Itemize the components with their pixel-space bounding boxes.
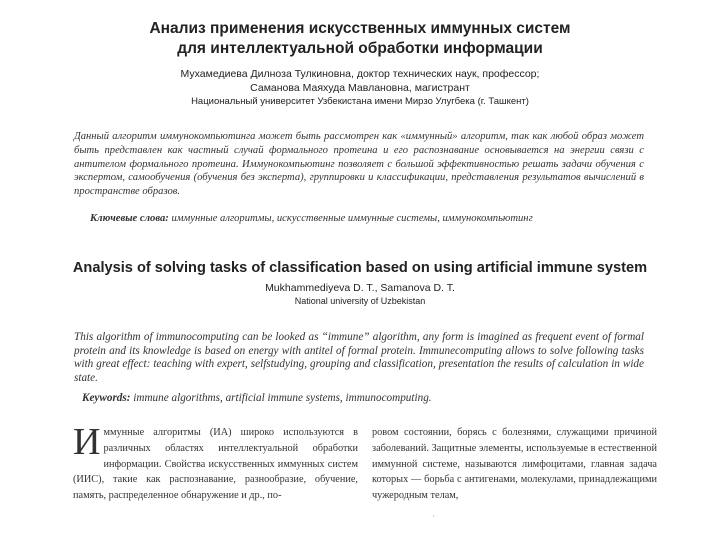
russian-title-line2: для интеллектуальной обработки информации [177, 40, 543, 57]
russian-keywords-label: Ключевые слова: [90, 213, 169, 224]
english-keywords [82, 391, 642, 405]
russian-authors [120, 67, 600, 109]
russian-organization: Национальный университет Узбекистана имени Мирзо Улугбека (г. Ташкент) [191, 96, 529, 107]
drop-cap: И [73, 421, 101, 463]
russian-keywords-text: иммунные алгоритмы, искусственные иммунные системы, иммунокомпьютинг [168, 213, 533, 224]
russian-author2: Саманова Маяхуда Мавлановна, магистрант [250, 82, 470, 94]
body-right-column [372, 425, 657, 504]
english-keywords-label: Keywords: [82, 392, 131, 404]
english-keywords-text: immune algorithms, artificial immune systems, immunocomputing. [130, 392, 432, 404]
english-author-names: Mukhammediyeva D. T., Samanova D. T. [265, 282, 455, 294]
russian-keywords [90, 212, 650, 226]
english-organization: National university of Uzbekistan [294, 296, 426, 306]
russian-title [120, 19, 600, 59]
page-mark: · [432, 512, 435, 521]
english-authors [200, 282, 520, 308]
english-abstract: This algorithm of immunocomputing can be looked as “immune” algorithm, any form is imagined as frequent event of formal protein and its knowledge is based on energy with antitel of formal protein. Immunecomputing allows to solve following tasks with great effect: teaching with expert, selfstudying, grouping and classification, presentation the results of calculation in wide state. [74, 331, 644, 384]
body-left-text: ммунные алгоритмы (ИА) широко используются в различных областях интеллектуальной обработки информации. Свойства искусственных иммунных систем (ИИС), такие как распознавание, разнообразие, обучение, память, распределенное обнаружение и др., по- [73, 427, 358, 502]
russian-title-line1: Анализ применения искусственных иммунных систем [149, 20, 571, 37]
body-right-text: ровом состоянии, борясь с болезнями, служащими причиной заболеваний. Защитные элементы, используемые в естественной иммунной системе, называются лимфоцитами, главная задача которых — борьба с антигенами, молекулами, принадлежащими чужеродным телам, [372, 427, 657, 502]
russian-author1: Мухамедиева Дилноза Тулкиновна, доктор технических наук, профессор; [180, 68, 540, 80]
russian-abstract: Данный алгоритм иммунокомпьютинга может быть рассмотрен как «иммунный» алгоритм, так как любой образ может быть представлен как частный случай формального протеина и его распознавание основывается на энергии связи с антителом формального протеина. Иммунокомпьютинг позволяет с большой эффективностью решать задачи обучения с экспертом, самообучения (обучения без эксперта), группировки и классификации, представления результатов вычислений в пространстве образов. [74, 131, 644, 198]
english-title: Analysis of solving tasks of classification based on using artificial immune system [72, 260, 648, 276]
body-left-column [73, 421, 358, 504]
